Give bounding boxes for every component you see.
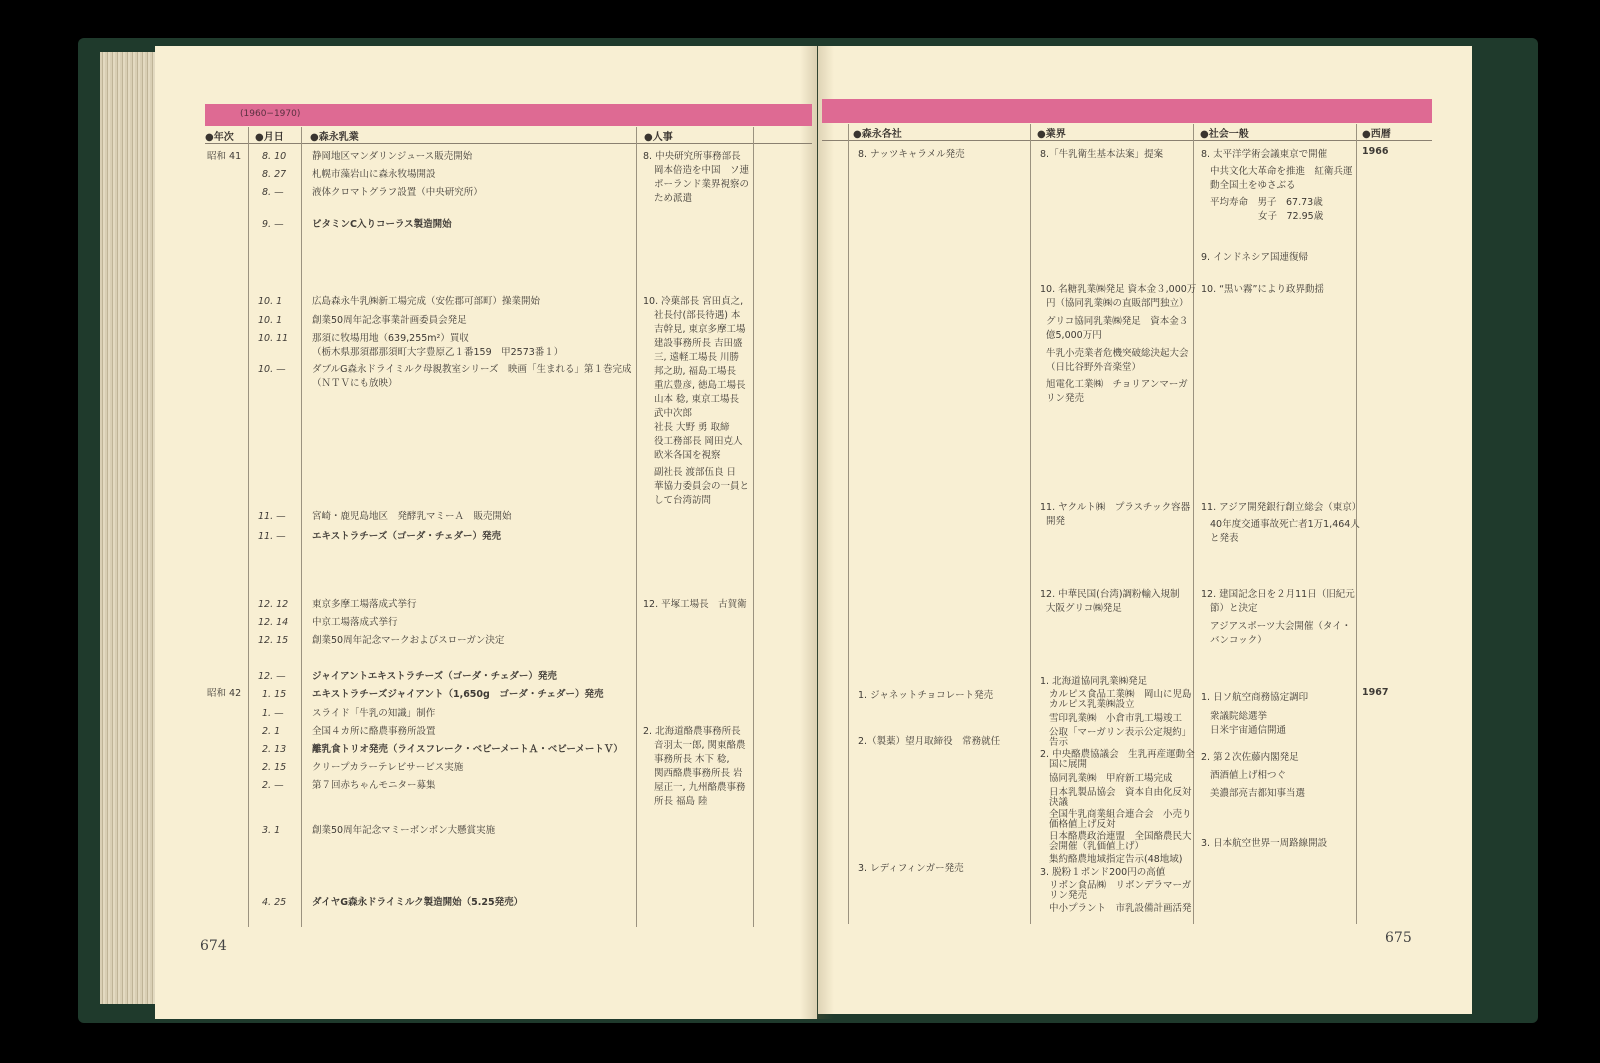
industry-line: グリコ協同乳業㈱発足 資本金３ [1046, 316, 1189, 327]
personnel-line: ポーランド業界視察の [654, 179, 750, 190]
society-line: 美濃部亮吉都知事当選 [1210, 788, 1306, 799]
company-event: 宮崎・鹿児島地区 発酵乳マミーＡ 販売開始 [312, 511, 512, 522]
page-number-right: 675 [1385, 930, 1412, 946]
event-date: 10. — [258, 364, 286, 375]
industry-line: 決議 [1049, 797, 1069, 808]
company-event: エキストラチーズジャイアント（1,650g ゴーダ・チェダー）発売 [312, 689, 604, 700]
society-line: 8. 太平洋学術会議東京で開催 [1201, 149, 1328, 160]
company-event: エキストラチーズ（ゴーダ・チェダー）発売 [312, 531, 502, 542]
column-divider [1030, 124, 1031, 924]
company-event: 創業50周年記念マークおよびスローガン決定 [312, 635, 505, 646]
company-event: ダブルG森永ドライミルク母親教室シリーズ 映画「生まれる」第１巻完成 [312, 364, 632, 375]
event-date: 3. 1 [262, 825, 281, 836]
personnel-line: ため派遣 [654, 193, 693, 204]
industry-line: 国に展開 [1049, 759, 1088, 770]
header-affiliates: ●森永各社 [853, 129, 902, 140]
industry-line: リン発売 [1046, 393, 1085, 404]
personnel-line: 副社長 渡部伍良 日 [654, 467, 737, 478]
book-gutter [800, 46, 834, 1019]
society-line: 節）と決定 [1210, 603, 1258, 614]
western-year: 1967 [1362, 687, 1389, 698]
personnel-line: 2. 北海道酪農事務所長 [643, 726, 741, 737]
event-date: 1. — [262, 708, 284, 719]
column-divider [636, 127, 637, 927]
industry-line: 協同乳業㈱ 甲府新工場完成 [1049, 773, 1173, 784]
society-line: 3. 日本航空世界一周路線開設 [1201, 838, 1328, 849]
industry-line: 1. 北海道協同乳業㈱発足 [1040, 676, 1148, 687]
industry-line: 全国牛乳商業組合連合会 小売り [1049, 809, 1192, 820]
company-event: 広島森永牛乳㈱新工場完成（安佐郡可部町）操業開始 [312, 296, 541, 307]
society-line: 衆議院総選挙 [1210, 711, 1268, 722]
industry-line: 億5,000万円 [1046, 330, 1102, 341]
industry-line: 開発 [1046, 516, 1066, 527]
personnel-line: 岡本倍造を中国 ソ連 [654, 165, 750, 176]
company-event: ビタミンC入りコーラス製造開始 [312, 219, 452, 230]
industry-line: リン発売 [1049, 890, 1088, 901]
column-divider [753, 127, 754, 927]
society-line: 日米宇宙通信開通 [1210, 725, 1287, 736]
company-event: 全国４カ所に酪農事務所設置 [312, 726, 436, 737]
industry-line: 会開催（乳価値上げ） [1049, 841, 1145, 852]
industry-line: 8.「牛乳衛生基本法案」提案 [1040, 149, 1164, 160]
personnel-line: 音羽太一郎, 関東酪農 [654, 740, 746, 751]
personnel-line: 欧米各国を視察 [654, 450, 721, 461]
personnel-line: 8. 中央研究所事務部長 [643, 151, 741, 162]
event-date: 2. 1 [262, 726, 281, 737]
period-band-right [822, 99, 1432, 123]
society-line: 中共文化大革命を推進 紅衛兵運 [1210, 166, 1353, 177]
industry-line: 円（協同乳業㈱の直販部門独立） [1046, 298, 1189, 309]
company-event: ダイヤG森永ドライミルク製造開始（5.25発売） [312, 897, 524, 908]
industry-line: 公取「マーガリン表示公定規約」 [1049, 727, 1192, 738]
society-line: 9. インドネシア国連復帰 [1201, 252, 1308, 263]
column-divider [848, 124, 849, 924]
event-date: 10. 1 [258, 315, 283, 326]
industry-line: カルピス乳業㈱設立 [1049, 699, 1135, 710]
industry-line: 12. 中華民国(台湾)調粉輸入規制 [1040, 589, 1180, 600]
society-line: バンコック） [1210, 635, 1267, 646]
page-edges [100, 52, 158, 1004]
industry-line: 日本乳製品協会 資本自由化反対 [1049, 787, 1192, 798]
header-personnel: ●人事 [644, 132, 673, 143]
event-date: 11. — [258, 511, 286, 522]
event-date: 11. — [258, 531, 286, 542]
society-line: 11. アジア開発銀行創立総会（東京） [1201, 502, 1362, 513]
personnel-line: 屋正一, 九州酪農事務 [654, 782, 746, 793]
society-line: と発表 [1210, 533, 1239, 544]
event-date: 9. — [262, 219, 284, 230]
society-line: 酒酒値上げ相つぐ [1210, 770, 1287, 781]
column-divider [1193, 124, 1194, 924]
company-event: 創業50周年記念マミーボンボン大懸賞実施 [312, 825, 496, 836]
industry-line: リボン食品㈱ リボンデラマーガ [1049, 880, 1192, 891]
society-line: 10. “黒い霧”により政界動揺 [1201, 284, 1324, 295]
header-rule-right [822, 140, 1432, 141]
column-divider [248, 127, 249, 927]
company-event: スライド「牛乳の知識」制作 [312, 708, 436, 719]
personnel-line: 社長 大野 勇 取締 [654, 422, 730, 433]
event-date: 2. — [262, 780, 284, 791]
company-event: クリープカラーテレビサービス実施 [312, 762, 464, 773]
company-event: （栃木県那須郡那須町大字豊原乙１番159 甲2573番１） [312, 347, 564, 358]
event-date: 1. 15 [262, 689, 287, 700]
event-date: 10. 11 [258, 333, 289, 344]
personnel-line: 武中次郎 [654, 408, 693, 419]
personnel-line: 役工務部長 岡田克人 [654, 436, 743, 447]
personnel-line: して台湾訪問 [654, 495, 712, 506]
header-society: ●社会一般 [1200, 129, 1249, 140]
personnel-line: 邦之助, 福島工場長 [654, 366, 737, 377]
society-line: 女子 72.95歳 [1258, 211, 1324, 222]
society-line: 12. 建国記念日を２月11日（旧紀元 [1201, 589, 1355, 600]
society-line: アジアスポーツ大会開催（タイ・ [1210, 621, 1352, 632]
header-company: ●森永乳業 [310, 132, 359, 143]
personnel-line: 吉幹見, 東京多摩工場 [654, 324, 746, 335]
personnel-line: 華協力委員会の一員と [654, 481, 750, 492]
company-event: 離乳食トリオ発売（ライスフレーク・ベビーメートＡ・ベビーメートＶ） [312, 744, 623, 755]
industry-line: 3. 脱粉１ポンド200円の高値 [1040, 867, 1166, 878]
affiliate-event: 1. ジャネットチョコレート発売 [858, 690, 994, 701]
industry-line: 11. ヤクルト㈱ プラスチック容器 [1040, 502, 1191, 513]
header-rule-left [205, 143, 812, 144]
year-label: 昭和 41 [207, 151, 242, 162]
company-event: 液体クロマトグラフ設置（中央研究所） [312, 187, 483, 198]
header-western: ●西暦 [1362, 129, 1391, 140]
personnel-line: 社長付(部長待遇) 本 [654, 310, 741, 321]
event-date: 12. 14 [258, 617, 289, 628]
company-event: 那須に牧場用地（639,255m²）買収 [312, 333, 469, 344]
personnel-line: 事務所長 木下 稔, [654, 754, 730, 765]
personnel-line: 山本 稔, 東京工場長 [654, 394, 740, 405]
header-industry: ●業界 [1037, 129, 1066, 140]
event-date: 8. 27 [262, 169, 287, 180]
company-event: 札幌市藻岩山に森永牧場開設 [312, 169, 436, 180]
company-event: 静岡地区マンダリンジュース販売開始 [312, 151, 473, 162]
header-date: ●月日 [255, 132, 284, 143]
period-band-left [205, 104, 812, 126]
company-event: 第７回赤ちゃんモニター募集 [312, 780, 436, 791]
personnel-line: 重広豊彦, 徳島工場長 [654, 380, 746, 391]
personnel-line: 関西酪農事務所長 岩 [654, 768, 743, 779]
industry-line: 日本酪農政治連盟 全国酪農民大 [1049, 831, 1192, 842]
industry-line: 牛乳小売業者危機突破総決起大会 [1046, 348, 1189, 359]
industry-line: （日比谷野外音楽堂） [1046, 362, 1142, 373]
society-line: 1. 日ソ航空商務協定調印 [1201, 692, 1309, 703]
industry-line: 2. 中央酪農協議会 生乳再産運動全 [1040, 749, 1195, 760]
company-event: 創業50周年記念事業計画委員会発足 [312, 315, 467, 326]
event-date: 10. 1 [258, 296, 283, 307]
event-date: 8. — [262, 187, 284, 198]
personnel-line: 12. 平塚工場長 古賀衛 [643, 599, 747, 610]
personnel-line: 10. 冷菓部長 宮田貞之, [643, 296, 744, 307]
industry-line: 集約酪農地域指定告示(48地域) [1049, 854, 1183, 865]
column-divider [301, 127, 302, 927]
company-event: ジャイアントエキストラチーズ（ゴーダ・チェダー）発売 [312, 671, 557, 682]
personnel-line: 建設事務所長 吉田盛 [654, 338, 743, 349]
event-date: 12. — [258, 671, 286, 682]
company-event: 中京工場落成式挙行 [312, 617, 398, 628]
year-label: 昭和 42 [207, 688, 242, 699]
header-year: ●年次 [205, 132, 234, 143]
society-line: 平均寿命 男子 67.73歳 [1210, 197, 1323, 208]
period-range: (1960−1970) [240, 109, 301, 119]
industry-line: 告示 [1049, 737, 1069, 748]
industry-line: 価格値上げ反対 [1049, 819, 1116, 830]
event-date: 8. 10 [262, 151, 287, 162]
company-event: 東京多摩工場落成式挙行 [312, 599, 417, 610]
personnel-line: 三, 遠軽工場長 川勝 [654, 352, 740, 363]
company-event: （ＮＴＶにも放映） [312, 378, 398, 389]
affiliate-event: 3. レディフィンガー発売 [858, 863, 964, 874]
personnel-line: 所長 福島 陸 [654, 796, 708, 807]
event-date: 12. 12 [258, 599, 289, 610]
industry-line: 旭電化工業㈱ チョリアンマーガ [1046, 379, 1188, 390]
event-date: 12. 15 [258, 635, 289, 646]
industry-line: カルピス食品工業㈱ 岡山に児島 [1049, 689, 1192, 700]
industry-line: 雪印乳業㈱ 小倉市乳工場竣工 [1049, 713, 1183, 724]
society-line: 2. 第２次佐藤内閣発足 [1201, 752, 1299, 763]
affiliate-event: 8. ナッツキャラメル発売 [858, 149, 965, 160]
event-date: 2. 15 [262, 762, 287, 773]
society-line: 動全国土をゆさぶる [1210, 180, 1296, 191]
industry-line: 大阪グリコ㈱発足 [1046, 603, 1122, 614]
event-date: 4. 25 [262, 897, 287, 908]
western-year: 1966 [1362, 146, 1389, 157]
page-number-left: 674 [200, 938, 227, 954]
society-line: 40年度交通事故死亡者1万1,464人 [1210, 519, 1360, 530]
industry-line: 中小プラント 市乳設備計画活発 [1049, 903, 1192, 914]
affiliate-event: 2.（製薬）望月取締役 常務就任 [858, 736, 1001, 747]
industry-line: 10. 名糖乳業㈱発足 資本金３,000万 [1040, 284, 1197, 295]
event-date: 2. 13 [262, 744, 287, 755]
